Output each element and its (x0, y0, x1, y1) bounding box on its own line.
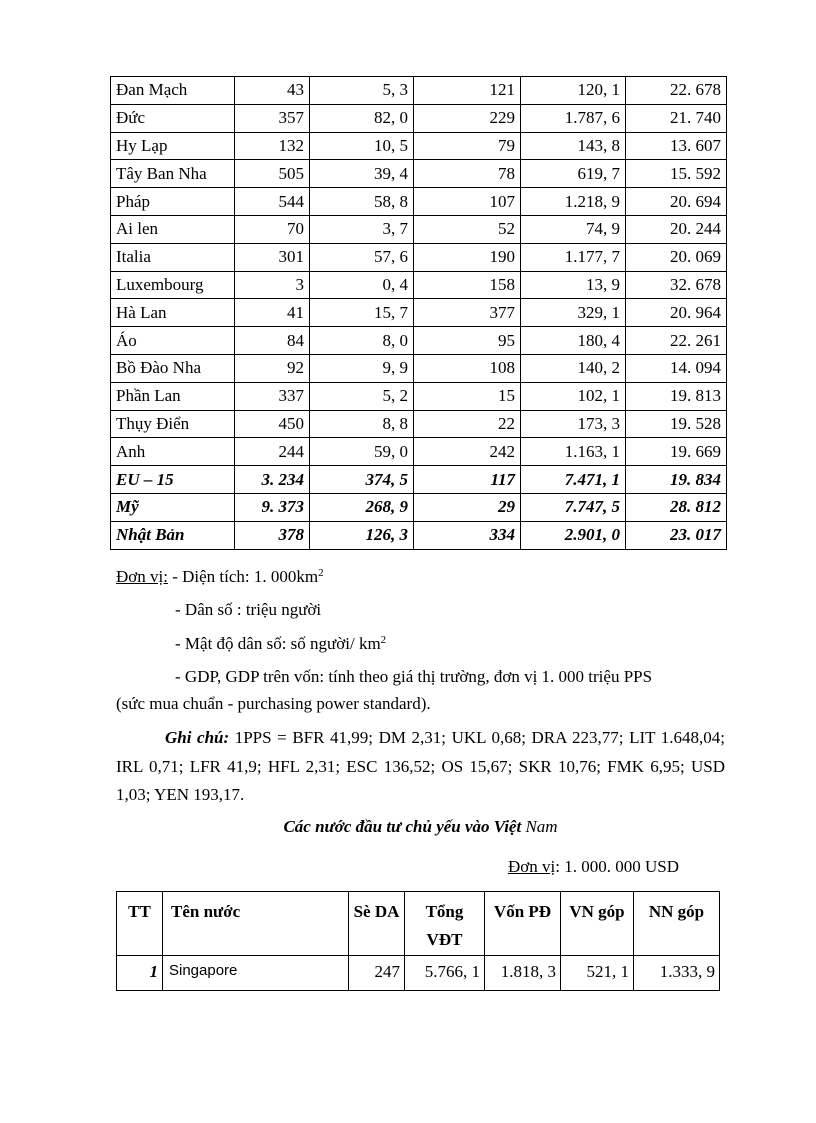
value-cell: 13. 607 (626, 132, 727, 160)
value-cell: 1.333, 9 (634, 956, 720, 991)
country-cell: Thụy Điển (111, 410, 235, 438)
value-cell: 229 (414, 104, 521, 132)
remark-label: Ghi chú: (165, 728, 230, 747)
value-cell: 19. 669 (626, 438, 727, 466)
value-cell: 107 (414, 188, 521, 216)
value-cell: 117 (414, 466, 521, 494)
column-header: TT (117, 892, 163, 956)
value-cell: 9. 373 (235, 493, 310, 521)
value-cell: 108 (414, 354, 521, 382)
table-row (111, 243, 727, 271)
value-cell: 1.218, 9 (521, 188, 626, 216)
investment-unit (508, 857, 679, 877)
value-cell: 15. 592 (626, 160, 727, 188)
value-cell: 20. 694 (626, 188, 727, 216)
value-cell: 82, 0 (310, 104, 414, 132)
country-cell: Áo (111, 327, 235, 355)
value-cell: 19. 834 (626, 466, 727, 494)
country-cell: Italia (111, 243, 235, 271)
value-cell: 7.471, 1 (521, 466, 626, 494)
gdp-line1: - GDP, GDP trên vốn: tính theo giá thị trường, đơn vị 1. 000 triệu PPS (175, 667, 653, 686)
country-cell: Pháp (111, 188, 235, 216)
value-cell: 334 (414, 521, 521, 549)
value-cell: 39, 4 (310, 160, 414, 188)
value-cell: 1.818, 3 (485, 956, 561, 991)
gdp-line2: (sức mua chuẩn - purchasing power standard). (116, 694, 431, 713)
table-row (111, 160, 727, 188)
value-cell: 3. 234 (235, 466, 310, 494)
table-row (111, 77, 727, 105)
value-cell: 14. 094 (626, 354, 727, 382)
value-cell: 337 (235, 382, 310, 410)
value-cell: 84 (235, 327, 310, 355)
value-cell: 22 (414, 410, 521, 438)
value-cell: 140, 2 (521, 354, 626, 382)
country-cell: EU – 15 (111, 466, 235, 494)
summary-row (111, 493, 727, 521)
country-cell: Anh (111, 438, 235, 466)
value-cell: 8, 0 (310, 327, 414, 355)
value-cell: 70 (235, 215, 310, 243)
table-row (111, 382, 727, 410)
value-cell: 102, 1 (521, 382, 626, 410)
value-cell: 126, 3 (310, 521, 414, 549)
value-cell: 143, 8 (521, 132, 626, 160)
value-cell: 244 (235, 438, 310, 466)
value-cell: 180, 4 (521, 327, 626, 355)
table-row (111, 271, 727, 299)
value-cell: 8, 8 (310, 410, 414, 438)
value-cell: 132 (235, 132, 310, 160)
value-cell: 10, 5 (310, 132, 414, 160)
value-cell: 190 (414, 243, 521, 271)
column-header: VN góp (561, 892, 634, 956)
investment-table (116, 891, 720, 991)
value-cell: 377 (414, 299, 521, 327)
value-cell: 3, 7 (310, 215, 414, 243)
investment-table-body (117, 892, 720, 991)
unit-note-population (175, 600, 321, 620)
value-cell: 2.901, 0 (521, 521, 626, 549)
value-cell: 1 (117, 956, 163, 991)
value-cell: 5, 3 (310, 77, 414, 105)
value-cell: 544 (235, 188, 310, 216)
statistics-table (110, 76, 727, 550)
value-cell: 22. 261 (626, 327, 727, 355)
summary-row (111, 466, 727, 494)
country-cell: Tây Ban Nha (111, 160, 235, 188)
summary-row (111, 521, 727, 549)
investment-title-main: Các nước đầu tư chủ yếu vào Việt (283, 817, 526, 836)
value-cell: 3 (235, 271, 310, 299)
column-header: Tổng VĐT (405, 892, 485, 956)
value-cell: 43 (235, 77, 310, 105)
remark-paragraph (116, 724, 725, 810)
value-cell: 505 (235, 160, 310, 188)
value-cell: 20. 244 (626, 215, 727, 243)
column-header: Tên nước (163, 892, 349, 956)
value-cell: 95 (414, 327, 521, 355)
value-cell: 22. 678 (626, 77, 727, 105)
header-row (117, 892, 720, 956)
table-row (111, 299, 727, 327)
column-header: Sè DA (349, 892, 405, 956)
investment-unit-label: Đơn vị (508, 857, 556, 876)
value-cell: 173, 3 (521, 410, 626, 438)
density-sup: 2 (380, 634, 387, 646)
value-cell: 79 (414, 132, 521, 160)
table-row (117, 956, 720, 991)
value-cell: 9, 9 (310, 354, 414, 382)
investment-table-title (116, 817, 725, 837)
value-cell: 41 (235, 299, 310, 327)
country-cell: Hà Lan (111, 299, 235, 327)
value-cell: 15, 7 (310, 299, 414, 327)
value-cell: 120, 1 (521, 77, 626, 105)
value-cell: 121 (414, 77, 521, 105)
value-cell: 20. 964 (626, 299, 727, 327)
value-cell: 29 (414, 493, 521, 521)
value-cell: 242 (414, 438, 521, 466)
table-row (111, 215, 727, 243)
value-cell: 1.177, 7 (521, 243, 626, 271)
value-cell: 301 (235, 243, 310, 271)
value-cell: 57, 6 (310, 243, 414, 271)
column-header: Vốn PĐ (485, 892, 561, 956)
value-cell: 619, 7 (521, 160, 626, 188)
country-cell: Đức (111, 104, 235, 132)
value-cell: 78 (414, 160, 521, 188)
value-cell: 7.747, 5 (521, 493, 626, 521)
value-cell: 19. 813 (626, 382, 727, 410)
country-cell: Nhật Bản (111, 521, 235, 549)
value-cell: 15 (414, 382, 521, 410)
country-cell: Phần Lan (111, 382, 235, 410)
unit-note-area (116, 567, 324, 587)
value-cell: 59, 0 (310, 438, 414, 466)
value-cell: 0, 4 (310, 271, 414, 299)
table-row (111, 132, 727, 160)
value-cell: 52 (414, 215, 521, 243)
area-text: - Diện tích: 1. 000km (167, 567, 319, 586)
value-cell: 13, 9 (521, 271, 626, 299)
value-cell: 247 (349, 956, 405, 991)
value-cell: 450 (235, 410, 310, 438)
value-cell: 329, 1 (521, 299, 626, 327)
country-cell: Ai len (111, 215, 235, 243)
value-cell: 158 (414, 271, 521, 299)
investment-title-tail: Nam (525, 817, 558, 836)
value-cell: 32. 678 (626, 271, 727, 299)
value-cell: 357 (235, 104, 310, 132)
value-cell: 20. 069 (626, 243, 727, 271)
value-cell: 28. 812 (626, 493, 727, 521)
table-row (111, 438, 727, 466)
unit-note-gdp-2 (116, 694, 431, 714)
country-cell: Hy Lạp (111, 132, 235, 160)
value-cell: 5, 2 (310, 382, 414, 410)
table-row (111, 354, 727, 382)
table-row (111, 410, 727, 438)
value-cell: 58, 8 (310, 188, 414, 216)
country-cell: Bồ Đào Nha (111, 354, 235, 382)
country-cell: Singapore (163, 956, 349, 991)
unit-label: Đơn vị: (116, 567, 168, 586)
value-cell: 1.163, 1 (521, 438, 626, 466)
value-cell: 19. 528 (626, 410, 727, 438)
country-cell: Đan Mạch (111, 77, 235, 105)
investment-unit-value: : 1. 000. 000 USD (555, 857, 679, 876)
table-row (111, 327, 727, 355)
value-cell: 521, 1 (561, 956, 634, 991)
country-cell: Luxembourg (111, 271, 235, 299)
value-cell: 1.787, 6 (521, 104, 626, 132)
unit-note-density (175, 634, 386, 654)
value-cell: 21. 740 (626, 104, 727, 132)
unit-note-gdp (175, 667, 652, 687)
population-text: - Dân số : triệu người (175, 600, 322, 619)
value-cell: 74, 9 (521, 215, 626, 243)
value-cell: 23. 017 (626, 521, 727, 549)
table-row (111, 104, 727, 132)
value-cell: 268, 9 (310, 493, 414, 521)
value-cell: 374, 5 (310, 466, 414, 494)
column-header: NN góp (634, 892, 720, 956)
value-cell: 5.766, 1 (405, 956, 485, 991)
value-cell: 92 (235, 354, 310, 382)
remark-text: 1PPS = BFR 41,99; DM 2,31; UKL 0,68; DRA 223,77; LIT 1.648,04; IRL 0,71; LFR 41,9; HFL 2,31; ESC 136,52; OS 15,67; SKR 10,76; FMK 6,95; USD 1,03; YEN 193,17. (116, 728, 725, 804)
density-text: - Mật độ dân số: số người/ km (175, 634, 381, 653)
statistics-table-body (111, 77, 727, 550)
value-cell: 378 (235, 521, 310, 549)
area-sup: 2 (318, 567, 324, 579)
table-row (111, 188, 727, 216)
country-cell: Mỹ (111, 493, 235, 521)
